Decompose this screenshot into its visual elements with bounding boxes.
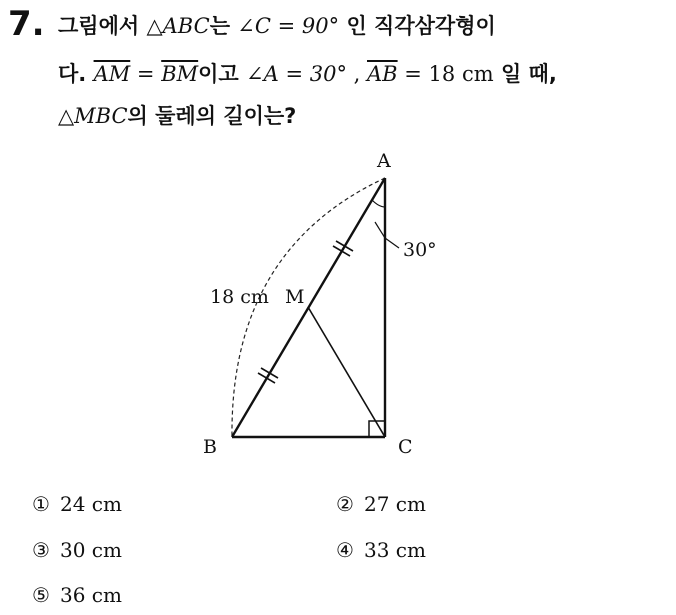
triangle-abc: △ABC — [146, 14, 210, 38]
segment-bm: $\overline{BM}$ — [161, 62, 199, 86]
angle-pointer — [375, 222, 385, 238]
triangle-mbc: △MBC — [58, 104, 128, 128]
angle-arc-a — [372, 200, 385, 207]
question-text: 다. — [58, 62, 94, 86]
vertex-label-c: C — [398, 436, 413, 458]
angle-a-condition: ∠A = 30° — [246, 62, 347, 86]
segment-mc — [308, 307, 385, 437]
question-text: 인 직각삼각형이 — [339, 14, 496, 38]
question-text: 의 둘레의 길이는? — [127, 104, 297, 128]
question-text: 일 때, — [493, 62, 557, 86]
choice-text: 33 cm — [364, 538, 426, 562]
question-text: 그림에서 — [58, 14, 147, 38]
question-text: 는 — [209, 14, 238, 38]
choice-marker: ④ — [336, 538, 354, 562]
choice-marker: ③ — [32, 538, 50, 562]
comma: , — [346, 62, 367, 86]
choice-text: 27 cm — [364, 492, 426, 516]
point-label-m: M — [285, 286, 305, 308]
angle-label: 30° — [403, 239, 437, 261]
choice-marker: ⑤ — [32, 583, 50, 607]
choice-4[interactable] — [336, 538, 426, 562]
length-label: 18 cm — [210, 286, 269, 308]
choice-text: 24 cm — [60, 492, 122, 516]
question-number: 7. — [8, 4, 45, 44]
angle-leader — [385, 238, 399, 248]
equals-sign: = — [130, 62, 162, 86]
choice-2[interactable] — [336, 492, 426, 516]
angle-c-condition: ∠C = 90° — [237, 14, 340, 38]
choice-marker: ② — [336, 492, 354, 516]
ab-length: = 18 cm — [397, 62, 494, 86]
vertex-label-a: A — [377, 150, 391, 172]
choice-1[interactable] — [32, 492, 122, 516]
choice-5[interactable] — [32, 583, 122, 607]
vertex-label-b: B — [203, 436, 217, 458]
choice-3[interactable] — [32, 538, 122, 562]
choice-text: 30 cm — [60, 538, 122, 562]
choice-marker: ① — [32, 492, 50, 516]
question-text: 이고 — [198, 62, 247, 86]
choice-text: 36 cm — [60, 583, 122, 607]
segment-am: $\overline{AM}$ — [93, 62, 131, 86]
segment-ab: $\overline{AB}$ — [367, 62, 398, 86]
